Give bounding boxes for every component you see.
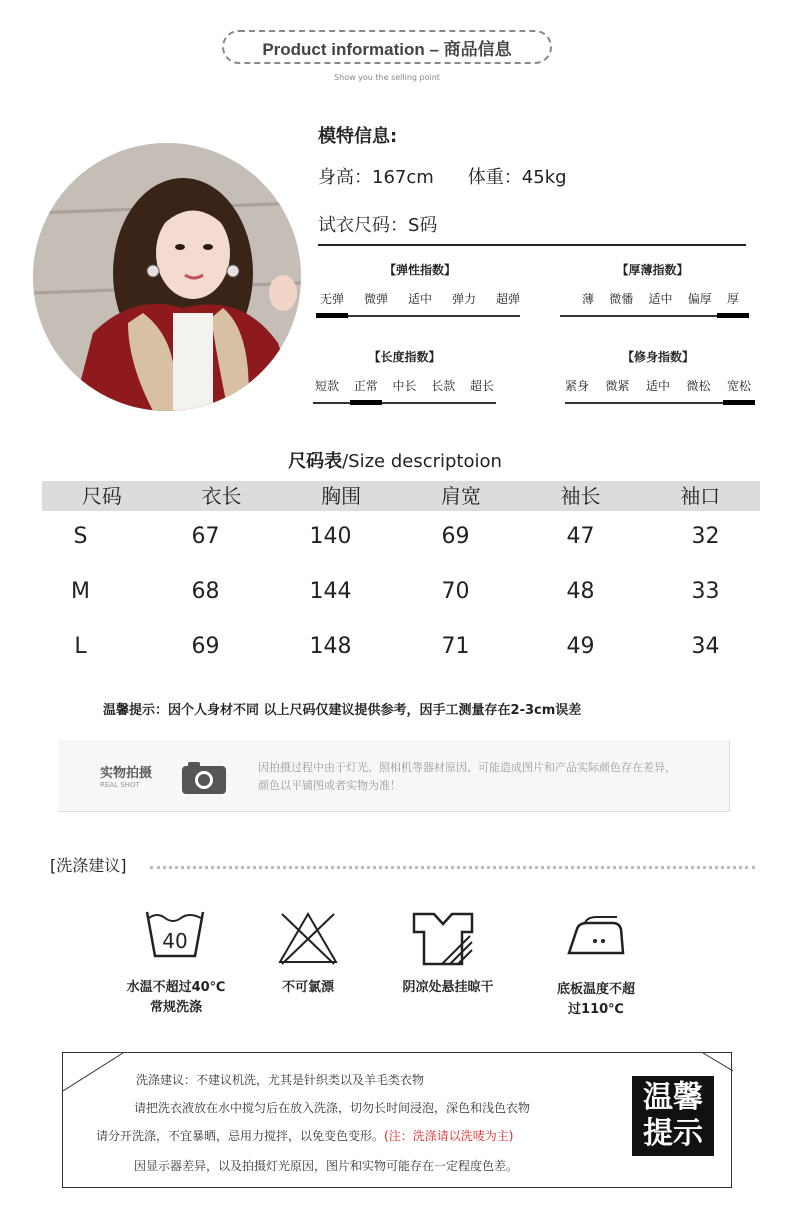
table-cell: 69 [191, 634, 220, 659]
table-cell: 148 [309, 634, 352, 659]
camera-icon [182, 760, 226, 798]
badge-line: 温馨 [643, 1080, 703, 1115]
shade-dry-icon [412, 912, 474, 970]
wash-label-line: 水温不超过40℃ [126, 980, 226, 995]
scale-option: 适中 [648, 292, 673, 306]
header-cell: 胸围 [321, 484, 362, 508]
wash-temp-number: 40 [162, 929, 188, 953]
notice-text: 请分开洗涤，不宜暴晒，忌用力搅拌，以免变色变形。 [96, 1129, 385, 1143]
scale-option: 薄 [582, 292, 595, 306]
wash-label [112, 978, 240, 1018]
scale-title: 【修身指数】 [621, 350, 694, 364]
table-cell: M [71, 579, 90, 604]
table-cell: 32 [691, 524, 720, 549]
table-row [18, 524, 768, 549]
notice-line [96, 1127, 513, 1144]
model-measurements [318, 163, 601, 189]
table-cell: L [74, 634, 87, 659]
real-shot-line: 颜色以平铺图或者实物为准！ [258, 779, 401, 792]
wash-label [542, 980, 650, 1020]
wash-label-line: 不可氯漂 [281, 980, 334, 995]
table-cell: 47 [566, 524, 595, 549]
table-cell: 144 [309, 579, 352, 604]
scale-line [560, 315, 745, 317]
scale-title: 【厚薄指数】 [616, 263, 689, 277]
scale-line [565, 402, 751, 404]
elasticity-index [320, 261, 520, 317]
scale-marker [350, 400, 382, 405]
scale-option: 适中 [645, 379, 670, 393]
real-shot-line: 因拍摄过程中由于灯光、照相机等器材原因、可能造成图片和产品实际颜色存在差异， [258, 761, 676, 774]
size-title-en: /Size descriptoion [342, 451, 502, 472]
wash-label [388, 978, 508, 998]
badge-line: 提示 [643, 1116, 703, 1151]
scale-option: 适中 [407, 292, 432, 306]
scale-line [313, 402, 496, 404]
table-cell: S [73, 524, 88, 549]
scale-title: 【弹性指数】 [383, 263, 456, 277]
scale-option: 微憣 [609, 292, 634, 306]
divider [318, 244, 746, 246]
real-shot-title: 实物拍摄 [100, 766, 153, 781]
table-header [42, 481, 760, 511]
header-cell: 肩宽 [440, 484, 481, 508]
wash-label-line: 过110℃ [568, 1002, 624, 1017]
table-cell: 140 [309, 524, 352, 549]
scale-title: 【长度指数】 [368, 350, 441, 364]
scale-option: 短款 [315, 379, 340, 393]
scale-option: 厚 [726, 292, 739, 306]
warm-tip-badge [632, 1076, 714, 1156]
size-table-title [0, 447, 790, 473]
scale-line [320, 315, 520, 317]
scale-option: 紧身 [565, 379, 590, 393]
scale-option: 宽松 [726, 379, 751, 393]
header-cell: 尺码 [81, 484, 122, 508]
fit-index [565, 348, 751, 404]
scale-option: 微紧 [605, 379, 630, 393]
real-shot-subtitle: REAL SHOT [100, 781, 140, 789]
model-weight: 体重：45kg [467, 167, 567, 188]
scale-option: 正常 [353, 379, 378, 393]
header-cell: 袖长 [560, 484, 601, 508]
scale-option: 超长 [469, 379, 494, 393]
table-cell: 33 [691, 579, 720, 604]
scale-marker [717, 313, 749, 318]
dotted-divider [150, 866, 755, 869]
section-title: Product information – 商品信息 [262, 39, 512, 59]
thickness-index [560, 261, 745, 317]
notice-line: 请把洗衣液放在水中搅匀后在放入洗涤，切勿长时间浸泡，深色和浅色衣物 [134, 1101, 531, 1115]
scale-option: 长款 [431, 379, 456, 393]
table-row [18, 579, 768, 604]
scale-option: 超弹 [495, 292, 520, 306]
model-photo [33, 143, 301, 411]
scale-option: 偏厚 [687, 292, 712, 306]
table-cell: 67 [191, 524, 220, 549]
scale-option: 微弹 [363, 292, 388, 306]
wash-title: [洗涤建议] [50, 856, 127, 875]
scale-marker [316, 313, 348, 318]
header-cell: 衣长 [201, 484, 242, 508]
table-cell: 69 [441, 524, 470, 549]
model-height: 身高：167cm [318, 167, 434, 188]
wash-label [258, 978, 358, 998]
scale-option: 无弹 [320, 292, 345, 306]
iron-icon [567, 915, 625, 961]
model-info-title: 模特信息: [318, 126, 398, 147]
model-size: 试衣尺码：S码 [318, 215, 438, 236]
header-cell: 袖口 [680, 484, 721, 508]
measurement-tip: 温馨提示：因个人身材不同 以上尺码仅建议提供参考，因手工测量存在2-3cm误差 [103, 703, 582, 718]
wash-label-line: 常规洗涤 [149, 1000, 202, 1015]
section-title-pill [222, 30, 552, 64]
table-cell: 34 [691, 634, 720, 659]
wash-40-icon [145, 908, 205, 964]
table-cell: 71 [441, 634, 470, 659]
notice-line: 洗涤建议：不建议机洗，尤其是针织类以及羊毛类衣物 [136, 1073, 425, 1087]
wash-label-line: 底板温度不超 [556, 982, 635, 997]
table-cell: 68 [191, 579, 220, 604]
scale-option: 弹力 [451, 292, 476, 306]
size-title-cn: 尺码表 [288, 451, 343, 472]
table-row [18, 634, 768, 659]
notice-line: 因显示器差异，以及拍摄灯光原因，图片和实物可能存在一定程度色差。 [134, 1159, 519, 1173]
table-cell: 48 [566, 579, 595, 604]
real-shot-note [258, 759, 676, 795]
scale-option: 中长 [392, 379, 417, 393]
scale-option: 微松 [686, 379, 711, 393]
scale-marker [723, 400, 755, 405]
notice-highlight: (注：洗涤请以洗唛为主) [384, 1129, 514, 1143]
no-bleach-icon [278, 910, 338, 970]
wash-label-line: 阴凉处悬挂晾干 [402, 980, 494, 995]
section-subtitle: Show you the selling point [334, 73, 440, 82]
length-index [313, 348, 496, 404]
table-cell: 49 [566, 634, 595, 659]
table-cell: 70 [441, 579, 470, 604]
